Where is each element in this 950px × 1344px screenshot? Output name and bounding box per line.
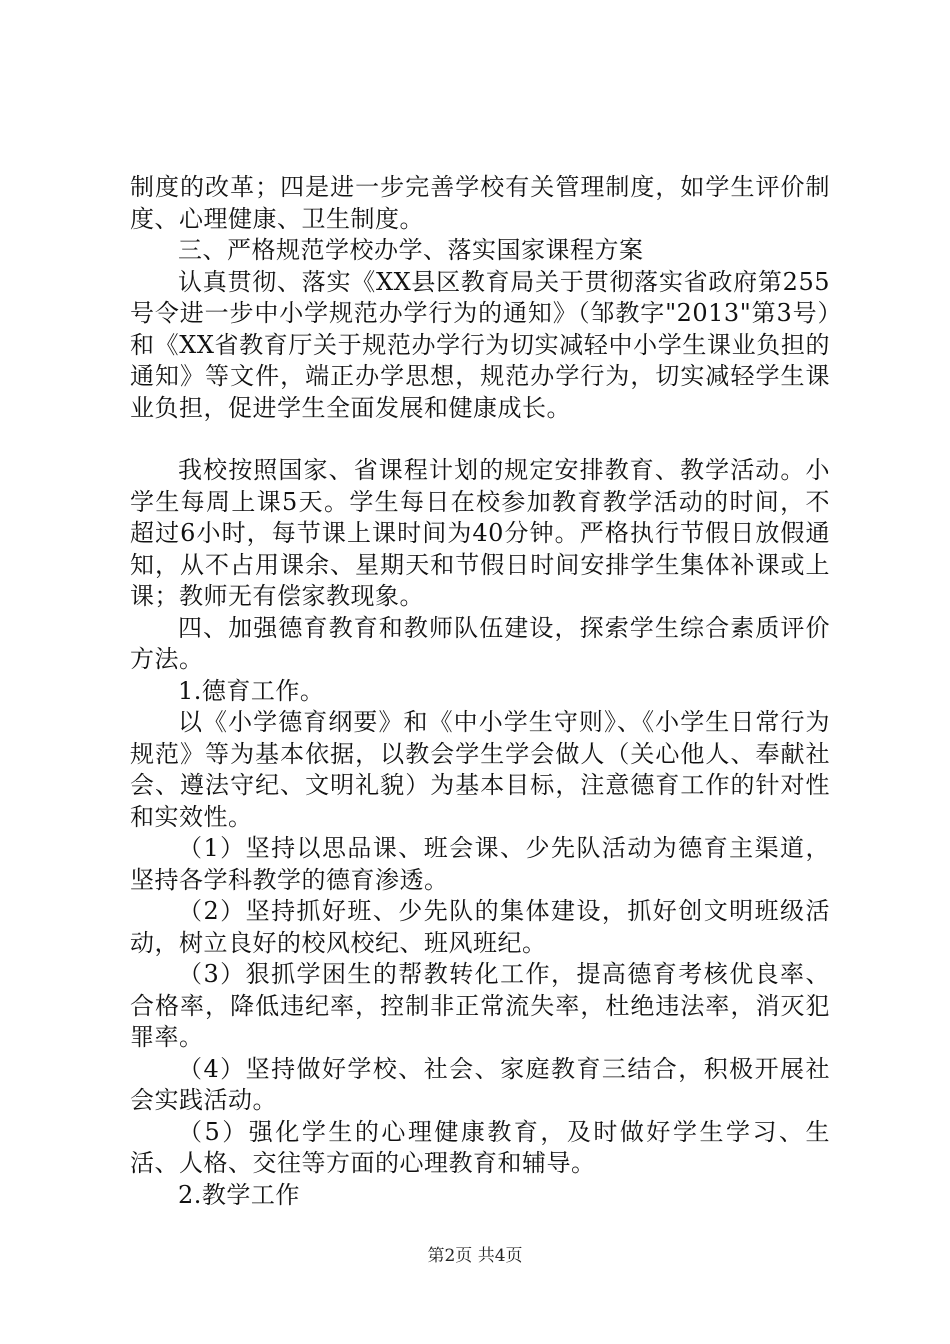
list-item-1: （1）坚持以思品课、班会课、少先队活动为德育主渠道，坚持各学科教学的德育渗透。 [130,834,830,894]
paragraph-continuation: 制度的改革；四是进一步完善学校有关管理制度，如学生评价制度、心理健康、卫生制度。 [130,173,830,233]
list-item-3: （3）狠抓学困生的帮教转化工作，提高德育考核优良率、合格率，降低违纪率，控制非正常流失率，杜绝违法率，消灭犯罪率。 [130,960,830,1051]
paragraph-policy: 认真贯彻、落实《XX县区教育局关于贯彻落实省政府第255号令进一步中小学规范办学行为的通知》（邹教字"2013"第3号）和《XX省教育厅关于规范办学行为切实减轻中小学生课业负担的通知》等文件，端正办学思想，规范办学行为，切实减轻学生课业负担，促进学生全面发展和健康成长。 [130,267,830,422]
document-body [130,172,830,1211]
list-item-2: （2）坚持抓好班、少先队的集体建设，抓好创文明班级活动，树立良好的校风校纪、班风班纪。 [130,897,830,957]
subheading-moral-education: 1.德育工作。 [178,676,325,705]
page-number-footer: 第2页 共4页 [427,1246,523,1266]
section-heading-4: 四、加强德育教育和教师队伍建设，探索学生综合素质评价方法。 [130,613,830,673]
list-item-4: （4）坚持做好学校、社会、家庭教育三结合，积极开展社会实践活动。 [130,1054,830,1114]
section-heading-3: 三、严格规范学校办学、落实国家课程方案 [178,236,644,264]
list-item-5: （5）强化学生的心理健康教育，及时做好学生学习、生活、人格、交往等方面的心理教育和辅导。 [130,1117,830,1177]
subheading-teaching: 2.教学工作 [178,1180,300,1209]
paragraph-schedule: 我校按照国家、省课程计划的规定安排教育、教学活动。小学生每周上课5天。学生每日在校参加教育教学活动的时间，不超过6小时，每节课上课时间为40分钟。严格执行节假日放假通知，从不占用课余、星期天和节假日时间安排学生集体补课或上课；教师无有偿家教现象。 [130,456,830,610]
paragraph-moral-basis: 以《小学德育纲要》和《中小学生守则》、《小学生日常行为规范》等为基本依据，以教会学生学会做人（关心他人、奉献社会、遵法守纪、文明礼貌）为基本目标，注意德育工作的针对性和实效性。 [130,708,830,831]
